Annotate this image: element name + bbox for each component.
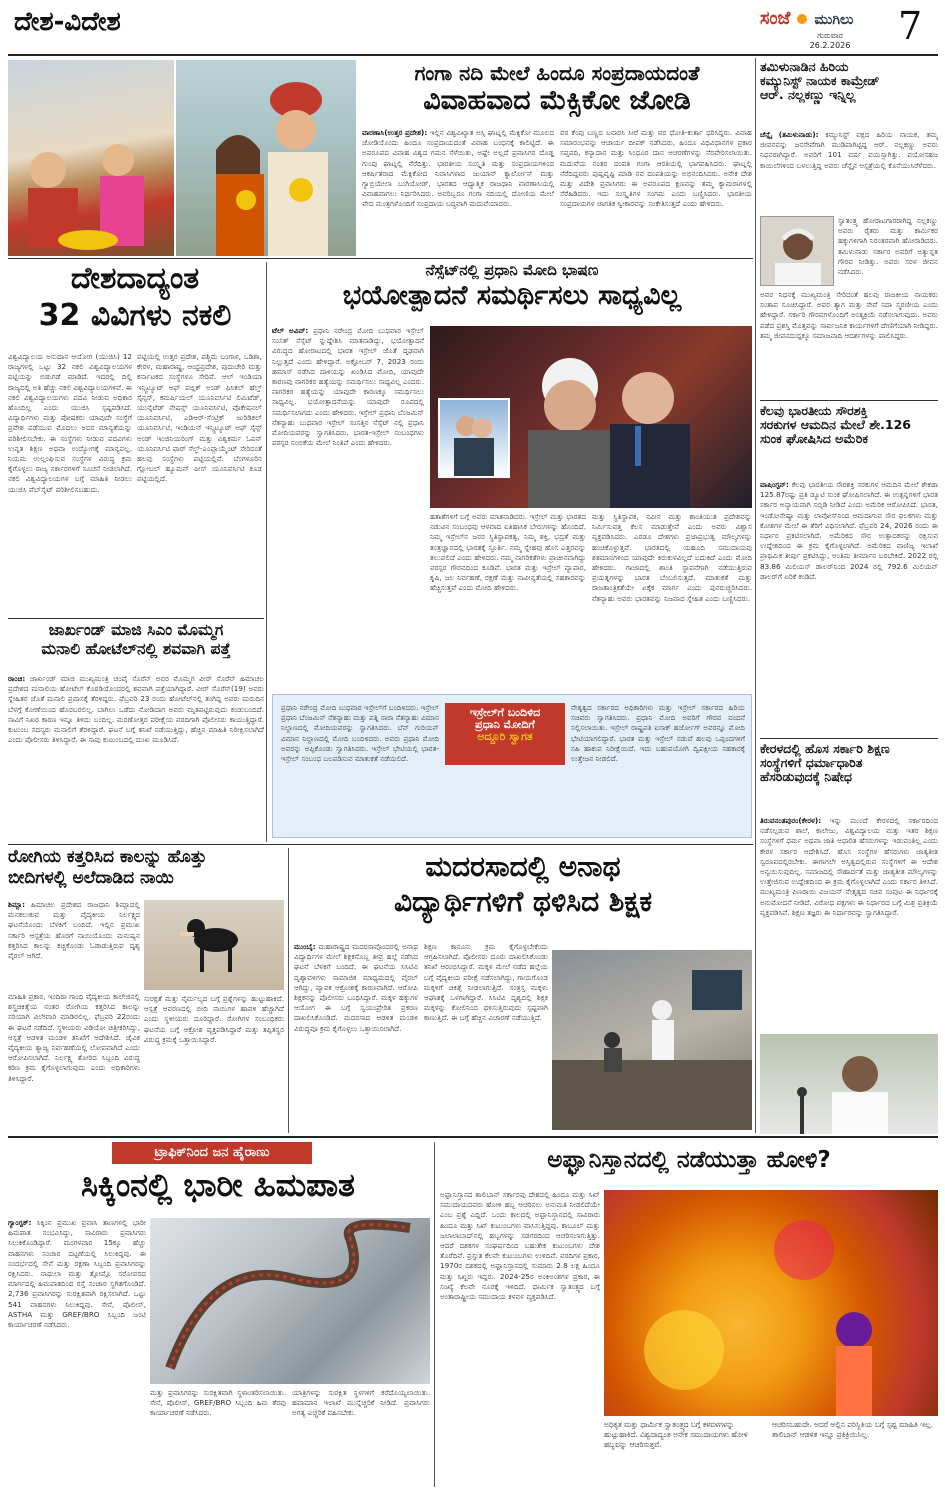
- story11-text: ಅಫ್ಘಾನಿಸ್ತಾನದ ತಾಲಿಬಾನ್ ಸರ್ಕಾರವು ದೇಶದಲ್ಲಿ ಹಿಂದೂ ಮತ್ತು ಸಿಖ್ ಸಮುದಾಯದವರು ಹೋಳಿ ಹಬ್ಬ ಆಚರಿಸಲು ಅನುಮತಿ ನೀಡಲಿದೆಯೇ ಎಂಬ ಪ್ರಶ್ನೆ ಎದ್ದಿದೆ. ಒಂದು ಕಾಲದಲ್ಲಿ ಅಫ್ಘಾನಿಸ್ತಾನದಲ್ಲಿ ಸಾವಿರಾರು ಹಿಂದೂ ಮತ್ತು ಸಿಖ್ ಕುಟುಂಬಗಳು ವಾಸಿಸುತ್ತಿದ್ದವು. ಕಾಬೂಲ್ ಮತ್ತು ಜಲಾಲಾಬಾದ್‌ನಲ್ಲಿ ಹಬ್ಬಗಳನ್ನು ಸಡಗರದಿಂದ ಆಚರಿಸಲಾಗುತ್ತಿತ್ತು. ಆದರೆ ದಶಕಗಳ ಸಂಘರ್ಷದಿಂದ ಬಹುತೇಕ ಕುಟುಂಬಗಳು ದೇಶ ತೊರೆದಿವೆ. ಪ್ರಸ್ತುತ ಕೆಲವೇ ಕುಟುಂಬಗಳು ಉಳಿದಿವೆ. ವರದಿಗಳ ಪ್ರಕಾರ, 1970ರ ದಶಕದಲ್ಲಿ ಅಫ್ಘಾನಿಸ್ತಾನದಲ್ಲಿ ಸುಮಾರು 2.8 ಲಕ್ಷ ಹಿಂದೂ ಮತ್ತು ಸಿಖ್ಖರು ಇದ್ದರು. 2024-25ರ ಅಂಕಿಅಂಶಗಳ ಪ್ರಕಾರ, ಈ ಸಂಖ್ಯೆ ಕೆಲವೇ ನೂರಕ್ಕೆ ಇಳಿದಿದೆ. ಧಾರ್ಮಿಕ ಸ್ವಾತಂತ್ರ್ಯದ ಬಗ್ಗೆ ಅಂತಾರಾಷ್ಟ್ರೀಯ ಸಮುದಾಯ ಕಳವಳ ವ್ಯಕ್ತಪಡಿಸಿದೆ.: [440, 1190, 600, 1302]
- sikkim-snow-photo: [150, 1218, 430, 1384]
- modi-netanyahu-photo: [430, 326, 752, 508]
- story10-col3: ಯಾತ್ರಿಗಳನ್ನು ಸುರಕ್ಷಿತ ಸ್ಥಳಗಳಿಗೆ ಕರೆದೊಯ್ಯಲಾಯಿತು. ಹವಾಮಾನ ಇಲಾಖೆ ಮುನ್ನೆಚ್ಚರಿಕೆ ನೀಡಿದೆ. ಪ್ರವಾಸಿಗರು ಅಗತ್ಯ ಎಚ್ಚರಿಕೆ ವಹಿಸಬೇಕು.: [292, 1388, 430, 1418]
- story10-col1: ಗ್ಯಾಂಗ್ಟಕ್: ಸಿಕ್ಕಿಂನ ಪ್ರಮುಖ ಪ್ರವಾಸಿ ತಾಣಗಳಲ್ಲಿ ಭಾರೀ ಹಿಮಪಾತ ಸಂಭವಿಸಿದ್ದು, ಸಾವಿರಾರು ಪ್ರವಾಸಿಗರು ಸಿಲುಕಿಕೊಂಡಿದ್ದಾರೆ. ಮಂಗಳವಾರ 15ಕ್ಕೂ ಹೆಚ್ಚು ವಾಹನಗಳು ಸಂಚಾರ ದಟ್ಟಣೆಯಲ್ಲಿ ಸಿಲುಕಿದ್ದವು. ಈ ಸಂದರ್ಭದಲ್ಲಿ ಸೇನೆ ಮತ್ತು ರಕ್ಷಣಾ ಸಿಬ್ಬಂದಿ ಪ್ರವಾಸಿಗರನ್ನು ರಕ್ಷಿಸಿದರು. ನಾಥುಲಾ ಮತ್ತು ತ್ಸೋಮ್ಗೊ ಸರೋವರದ ಮಾರ್ಗದಲ್ಲಿ ಹಿಮಪಾತದಿಂದ ರಸ್ತೆ ಸಂಚಾರ ಸ್ಥಗಿತಗೊಂಡಿದೆ. 2,736 ಪ್ರವಾಸಿಗರನ್ನು ಸುರಕ್ಷಿತವಾಗಿ ರಕ್ಷಿಸಲಾಗಿದೆ. ಒಟ್ಟು 541 ವಾಹನಗಳು ಸಿಲುಕಿದ್ದವು. ಸೇನೆ, ಪೊಲೀಸ್, ASTHA ಮತ್ತು GREF/BRO ಸಿಬ್ಬಂದಿ ಜಂಟಿ ಕಾರ್ಯಾಚರಣೆ ನಡೆಸಿದರು.: [8, 1218, 146, 1330]
- story10-headline: ಸಿಕ್ಕಿಂನಲ್ಲಿ ಭಾರೀ ಹಿಮಪಾತ: [81, 1168, 355, 1204]
- story7-headline: ತಮಿಳುನಾಡಿನ ಹಿರಿಯ ಕಮ್ಯುನಿಸ್ಟ್ ನಾಯಕ ಕಾಮ್ರೇಡ್ ಆರ್. ನಲ್ಲಕಣ್ಣು ಇನ್ನಿಲ್ಲ: [760, 60, 880, 102]
- story5-text-right: ಸುರಕ್ಷತೆ ಮತ್ತು ನೈರ್ಮಲ್ಯದ ಬಗ್ಗೆ ಪ್ರಶ್ನೆಗಳನ್ನು ಹುಟ್ಟುಹಾಕಿದೆ. ಆಸ್ಪತ್ರೆ ಆವರಣದಲ್ಲಿ ಬೀದಿ ನಾಯಿಗಳ ಹಾವಳಿ ಹೆಚ್ಚಾಗಿದೆ ಎಂದು ಸ್ಥಳೀಯರು ದೂರಿದ್ದಾರೆ. ರೋಗಿಗಳ ಸಂಬಂಧಿಕರು ಘಟನೆಯ ಬಗ್ಗೆ ಆಕ್ರೋಶ ವ್ಯಕ್ತಪಡಿಸಿದ್ದಾರೆ ಮತ್ತು ತಪ್ಪಿತಸ್ಥರ ವಿರುದ್ಧ ಕ್ರಮಕ್ಕೆ ಒತ್ತಾಯಿಸಿದ್ದಾರೆ.: [144, 994, 284, 1044]
- story8-text: ವಾಷಿಂಗ್ಟನ್: ಕೆಲವು ಭಾರತೀಯ ಸೌರಶಕ್ತಿ ಸರಕುಗಳ ಆಮದಿನ ಮೇಲೆ ಶೇಕಡಾ 125.87ರಷ್ಟು ಪ್ರತಿ ಡ್ಯೂಟಿ ಸುಂಕ ಘೋಷಿಸಲಾಗಿದೆ. ಈ ಉತ್ಪನ್ನಗಳಿಗೆ ಭಾರತ ಸರ್ಕಾರ ಅನ್ಯಾಯವಾಗಿ ಸಬ್ಸಿಡಿ ನೀಡಿದೆ ಎಂದು ಅಮೆರಿಕ ಆರೋಪಿಸಿದೆ. ಭಾರತ, ಇಂಡೋನೇಷ್ಯಾ ಮತ್ತು ಲಾವೋಸ್‌ನಿಂದ ಆಮದಾಗುವ ಸೌರ ಫಲಕಗಳು ಮತ್ತು ಕೋಶಗಳ ಮೇಲೆ ಈ ತೆರಿಗೆ ವಿಧಿಸಲಾಗಿದೆ. ಫೆಬ್ರವರಿ 24, 2026 ರಂದು ಈ ನಿರ್ಧಾರ ಪ್ರಕಟಿಸಲಾಗಿದೆ. ಅಮೆರಿಕದ ಸೌರ ಉತ್ಪಾದಕರನ್ನು ರಕ್ಷಿಸುವ ಉದ್ದೇಶದಿಂದ ಈ ಕ್ರಮ ಕೈಗೊಳ್ಳಲಾಗಿದೆ. ಅಮೆರಿಕದ ವಾಣಿಜ್ಯ ಇಲಾಖೆ ಪ್ರಾಥಮಿಕ ತೀರ್ಪು ಪ್ರಕಟಿಸಿದ್ದು, ಅಂತಿಮ ತೀರ್ಮಾನ ಬರಬೇಕಿದೆ. 2022 ರಲ್ಲಿ 83.86 ಮಿಲಿಯನ್ ಡಾಲರ್‌ನಿಂದ 2024 ರಲ್ಲಿ 792.6 ಮಿಲಿಯನ್ ಡಾಲರ್‌ಗೆ ಏರಿಕೆ ಕಂಡಿದೆ.: [760, 480, 938, 581]
- inset-hug-photo: [438, 398, 510, 478]
- story1-headline: ಗಂಗಾ ನದಿ ಮೇಲೆ ಹಿಂದೂ ಸಂಪ್ರದಾಯದಂತೆ ವಿವಾಹವಾದ ಮೆಕ್ಸಿಕೋ ಜೋಡಿ: [414, 61, 700, 116]
- story8-headline: ಕೆಲವು ಭಾರತೀಯ ಸೌರಶಕ್ತಿ ಸರಕುಗಳ ಆಮದಿನ ಮೇಲೆ ಶೇ.126 ಸುಂಕ ಘೋಷಿಸಿದ ಅಮೆರಿಕ: [760, 404, 911, 446]
- wedding-photo-couple: [176, 60, 356, 256]
- story6-headline: ಮದರಸಾದಲ್ಲಿ ಅನಾಥ ವಿದ್ಯಾರ್ಥಿಗಳಿಗೆ ಥಳಿಸಿದ ಶಿಕ್ಷಕ: [393, 852, 653, 918]
- story1-col2: ವರ ಕೆಂಪು ಬಣ್ಣದ ಬನಾರಸಿ ಸೀರೆ ಮತ್ತು ವರ ಧೋತಿ-ಕುರ್ತಾ ಧರಿಸಿದ್ದರು. ವಿವಾಹ ಸಮಾರಂಭವನ್ನು ಆಚಾರ್ಯ ದೀಪಕ್ ನಡೆಸಿದರು, ಹಿಂದೂ ವಿಧಿವಿಧಾನಗಳ ಪ್ರಕಾರ ಸಪ್ತಪದಿ, ಕನ್ಯಾದಾನ ಮತ್ತು ಸಿಂಧೂರ ದಾನ ಆಚರಣೆಗಳನ್ನು ನೆರವೇರಿಸಲಾಯಿತು. ಮದುವೆಯ ನಂತರ ದಂಪತಿ ಗಂಗಾ ಆರತಿಯಲ್ಲಿ ಭಾಗವಹಿಸಿದರು. ಘಾಟ್ನಲ್ಲಿ ನೆರೆದಿದ್ದವರು ಪುಷ್ಪವೃಷ್ಟಿ ಮಾಡಿ ನವ ದಂಪತಿಯನ್ನು ಅಭಿನಂದಿಸಿದರು. ಅನೇಕ ದೇಶ ಮತ್ತು ವಿದೇಶಿ ಪ್ರವಾಸಿಗರು ಈ ಅಪರೂಪದ ಕ್ಷಣವನ್ನು ತಮ್ಮ ಕ್ಯಾಮರಾಗಳಲ್ಲಿ ಸೆರೆಹಿಡಿದರು. ಇದು ಸಂಸ್ಕೃತಿಗಳ ಸಂಗಮ ಎಂದು ಬಣ್ಣಿಸಿದರು. ಭಾರತೀಯ ಸಂಪ್ರದಾಯಗಳ ಜಾಗತಿಕ ಸ್ವೀಕಾರವನ್ನು ಸಂಕೇತಿಸುತ್ತದೆ ಎಂದು ಹೇಳಿದರು.: [560, 128, 752, 209]
- holi-colors-icon: [604, 1190, 938, 1416]
- story5-text-top: ಶಿಮ್ಲಾ: ಹಿಮಾಚಲ ಪ್ರದೇಶದ ರಾಜಧಾನಿ ಶಿಮ್ಲಾದಲ್ಲಿ ಮನಕಲುಕುವ ಮತ್ತು ವೈದ್ಯಕೀಯ ನಿರ್ಲಕ್ಷ್ಯದ ಘಟನೆಯೊಂದು ಬೆಳಕಿಗೆ ಬಂದಿದೆ. ಇಲ್ಲಿನ ಪ್ರಮುಖ ಸರ್ಕಾರಿ ಆಸ್ಪತ್ರೆಯ ಹೊರಗೆ ನಾಯಿಯೊಂದು ಮನುಷ್ಯನ ಕತ್ತರಿಸಿದ ಕಾಲನ್ನು ಕಚ್ಚಿಕೊಂಡು ಓಡಾಡುತ್ತಿರುವ ದೃಶ್ಯ ವೈರಲ್ ಆಗಿದೆ.: [8, 900, 140, 961]
- person-portrait-icon: [761, 217, 834, 286]
- story11-caption: ಅಧಿಕೃತ ಮತ್ತು ಧಾರ್ಮಿಕ ಸ್ವಾತಂತ್ರ್ಯದ ಬಗ್ಗೆ ಕಳವಳಗಳನ್ನು ಹುಟ್ಟುಹಾಕಿದೆ. ವಿಶ್ವದಾದ್ಯಂತ ಅನೇಕ ಸಮುದಾಯಗಳು ಹೋಳಿ ಹಬ್ಬವನ್ನು ಆಚರಿಸುತ್ತವೆ.: [604, 1420, 748, 1449]
- story9-text: ತಿರುವನಂತಪುರಂ(ಕೇರಳ): ಇನ್ನು ಮುಂದೆ ಕೇರಳದಲ್ಲಿ ಸರ್ಕಾರದಿಂದ ನಡೆಸಲ್ಪಡುವ ಶಾಲೆ, ಕಾಲೇಜು, ವಿಶ್ವವಿದ್ಯಾಲಯ ಮತ್ತು ಇತರ ಶಿಕ್ಷಣ ಸಂಸ್ಥೆಗಳಿಗೆ ಧರ್ಮ ಅಥವಾ ಜಾತಿ ಆಧಾರಿತ ಹೆಸರುಗಳನ್ನು ಇಡುವಂತಿಲ್ಲ ಎಂದು ಕೇರಳ ಸರ್ಕಾರ ಆದೇಶಿಸಿದೆ. ಹೊಸ ಸಂಸ್ಥೆಗಳ ಹೆಸರುಗಳು ಜಾತ್ಯತೀತ ಸ್ವರೂಪದಲ್ಲಿರಬೇಕು. ಈಗಾಗಲೇ ಅಸ್ತಿತ್ವದಲ್ಲಿರುವ ಸಂಸ್ಥೆಗಳಿಗೆ ಈ ಆದೇಶ ಅನ್ವಯಿಸುವುದಿಲ್ಲ. ಸಮಾಜದಲ್ಲಿ ಸೌಹಾರ್ದತೆ ಮತ್ತು ಜಾತ್ಯತೀತ ಮೌಲ್ಯಗಳನ್ನು ಉತ್ತೇಜಿಸುವ ಉದ್ದೇಶದಿಂದ ಈ ಕ್ರಮ ಕೈಗೊಳ್ಳಲಾಗಿದೆ ಎಂದು ಸರ್ಕಾರ ತಿಳಿಸಿದೆ. ಮುಖ್ಯಮಂತ್ರಿ ಪಿಣರಾಯಿ ವಿಜಯನ್ ನೇತೃತ್ವದ ಸಚಿವ ಸಂಪುಟ ಈ ನಿರ್ಧಾರಕ್ಕೆ ಅನುಮೋದನೆ ನೀಡಿದೆ. ವಿರೋಧ ಪಕ್ಷಗಳು ಈ ನಿರ್ಧಾರದ ಬಗ್ಗೆ ಮಿಶ್ರ ಪ್ರತಿಕ್ರಿಯೆ ವ್ಯಕ್ತಪಡಿಸಿವೆ. ಶಿಕ್ಷಣ ತಜ್ಞರು ಈ ನಿರ್ಧಾರವನ್ನು ಸ್ವಾಗತಿಸಿದ್ದಾರೆ.: [760, 816, 938, 917]
- couple-portrait-icon: [176, 60, 356, 256]
- story5-headline: ರೋಗಿಯ ಕತ್ತರಿಸಿದ ಕಾಲನ್ನು ಹೊತ್ತು ಬೀದಿಗಳಲ್ಲಿ ಅಲೆದಾಡಿದ ನಾಯಿ: [8, 848, 207, 888]
- madrasa-cctv-photo: [552, 950, 752, 1130]
- wedding-photo-left: [8, 60, 174, 256]
- story10-kicker: ಟ್ರಾಫಿಕ್‌ನಿಂದ ಜನ ಹೈರಾಣು: [112, 1142, 312, 1164]
- story2-headline: ದೇಶದಾದ್ಯಂತ 32 ವಿವಿಗಳು ನಕಲಿ: [38, 262, 232, 333]
- page-number: 7: [898, 4, 923, 48]
- welcome-right: ನೇತೃತ್ವದ ಸರ್ಕಾರದ ಅಧಿಕಾರಿಗಳು ಮತ್ತು ಇಸ್ರೇಲ್ ಸರ್ಕಾರದ ಹಿರಿಯ ಸಚಿವರು ಸ್ವಾಗತಿಸಿದರು. ಪ್ರಧಾನಿ ಮೋದಿ ಅವರಿಗೆ ಗೌರವ ವಂದನೆ ಸಲ್ಲಿಸಲಾಯಿತು. ಇಸ್ರೇಲ್ ರಾಷ್ಟ್ರಪತಿ ಐಸಾಕ್ ಹರ್ಜೋಗ್ ಅವರನ್ನೂ ಮೋದಿ ಭೇಟಿಯಾಗಲಿದ್ದಾರೆ. ಭಾರತ ಮತ್ತು ಇಸ್ರೇಲ್ ನಡುವೆ ಹಲವು ಒಪ್ಪಂದಗಳಿಗೆ ಸಹಿ ಹಾಕುವ ನಿರೀಕ್ಷೆಯಿದೆ. ಇದು ಬಹುಪಯೋಗಿ ದ್ವಿಪಕ್ಷೀಯ ಸಹಕಾರಕ್ಕೆ ಉತ್ತೇಜನ ನೀಡಲಿದೆ.: [571, 703, 745, 764]
- story7-text-top: ಚೆನ್ನೈ (ತಮಿಳುನಾಡು): ಕಮ್ಯುನಿಸ್ಟ್ ಪಕ್ಷದ ಹಿರಿಯ ನಾಯಕ, ತಮ್ಮ ಜೀವನವನ್ನು ಜನಸೇವೆಗಾಗಿ ಮುಡಿಪಾಗಿಟ್ಟಿದ್ದ ಆರ್. ನಲ್ಲಕಣ್ಣು ಅವರು ನಿಧನರಾಗಿದ್ದಾರೆ. ಅವರಿಗೆ 101 ವರ್ಷ ವಯಸ್ಸಾಗಿತ್ತು. ವಯೋಸಹಜ ಕಾಯಿಲೆಗಳಿಂದ ಬಳಲುತ್ತಿದ್ದ ಅವರು ಚೆನ್ನೈನ ಆಸ್ಪತ್ರೆಯಲ್ಲಿ ಕೊನೆಯುಸಿರೆಳೆದರು.: [760, 130, 938, 170]
- story7-text-mid: ಸ್ವಾತಂತ್ರ್ಯ ಹೋರಾಟಗಾರರಾಗಿದ್ದ ನಲ್ಲಕಣ್ಣು ಅವರು ರೈತರು ಮತ್ತು ಕಾರ್ಮಿಕರ ಹಕ್ಕುಗಳಿಗಾಗಿ ನಿರಂತರವಾಗಿ ಹೋರಾಡಿದರು. ತಮಿಳುನಾಡು ಸರ್ಕಾರ ಅವರಿಗೆ ಅತ್ಯುನ್ನತ ಗೌರವ ನೀಡಿತ್ತು. ಅವರು ಸರಳ ಜೀವನ ನಡೆಸಿದರು.: [838, 216, 938, 277]
- story3-headline: ನೆಸ್ಸೆಟ್‌ನಲ್ಲಿ ಪ್ರಧಾನಿ ಮೋದಿ ಭಾಷಣ ಭಯೋತ್ಪಾದನೆ ಸಮರ್ಥಿಸಲು ಸಾಧ್ಯವಿಲ್ಲ: [342, 262, 682, 311]
- story6-col2: ಶಿಕ್ಷಣ ಕಾನೂನು ಕ್ರಮ ಕೈಗೊಳ್ಳಬೇಕೆಂದು ಆಗ್ರಹಿಸಲಾಗಿದೆ. ಪೊಲೀಸರು ದೂರು ದಾಖಲಿಸಿಕೊಂಡು ತನಿಖೆ ಆರಂಭಿಸಿದ್ದಾರೆ. ಮಕ್ಕಳ ಮೇಲೆ ನಡೆದ ಹಲ್ಲೆಯ ಬಗ್ಗೆ ವೈದ್ಯಕೀಯ ಪರೀಕ್ಷೆ ನಡೆಸಲಾಗಿದ್ದು, ಗಾಯಗೊಂಡ ಮಕ್ಕಳಿಗೆ ಚಿಕಿತ್ಸೆ ನೀಡಲಾಗುತ್ತಿದೆ. ಸಂತ್ರಸ್ತ ಮಕ್ಕಳು ಆಘಾತಕ್ಕೆ ಒಳಗಾಗಿದ್ದಾರೆ. ಸಿಸಿಟಿವಿ ದೃಶ್ಯದಲ್ಲಿ ಶಿಕ್ಷಕ ಮಕ್ಕಳನ್ನು ಕೋಲಿನಿಂದ ಥಳಿಸುತ್ತಿರುವುದು ಸ್ಪಷ್ಟವಾಗಿ ಕಾಣುತ್ತಿದೆ. ಈ ಬಗ್ಗೆ ಹೆಚ್ಚಿನ ವಿಚಾರಣೆ ನಡೆಯುತ್ತಿದೆ.: [424, 942, 548, 1023]
- story9-headline: ಕೇರಳದಲ್ಲಿ ಹೊಸ ಸರ್ಕಾರಿ ಶಿಕ್ಷಣ ಸಂಸ್ಥೆಗಳಿಗೆ ಧರ್ಮಾಧಾರಿತ ಹೆಸರಿಡುವುದಕ್ಕೆ ನಿಷೇಧ: [760, 742, 890, 784]
- story5-text-bottom: ಮಾಹಿತಿ ಪ್ರಕಾರ, ಇಂದಿರಾ ಗಾಂಧಿ ವೈದ್ಯಕೀಯ ಕಾಲೇಜಿನಲ್ಲಿ ಶಸ್ತ್ರಚಿಕಿತ್ಸೆಯ ನಂತರ ರೋಗಿಯ ಕತ್ತರಿಸಿದ ಕಾಲನ್ನು ಸರಿಯಾಗಿ ವಿಲೇವಾರಿ ಮಾಡಿರಲಿಲ್ಲ. ಫೆಬ್ರವರಿ 22ರಂದು ಈ ಘಟನೆ ನಡೆದಿದೆ. ಸ್ಥಳೀಯರು ವಿಡಿಯೋ ಚಿತ್ರೀಕರಿಸಿದ್ದು, ಆಸ್ಪತ್ರೆ ಆಡಳಿತ ಮಂಡಳಿ ತನಿಖೆಗೆ ಆದೇಶಿಸಿದೆ. ಜೈವಿಕ ವೈದ್ಯಕೀಯ ತ್ಯಾಜ್ಯ ನಿರ್ವಹಣೆಯಲ್ಲಿ ಲೋಪವಾಗಿದೆ ಎಂದು ಆರೋಪಿಸಲಾಗಿದೆ. ನಿರ್ಲಕ್ಷ್ಯ ತೋರಿದ ಸಿಬ್ಬಂದಿ ವಿರುದ್ಧ ಕಠಿಣ ಕ್ರಮ ಕೈಗೊಳ್ಳಲಾಗುವುದು ಎಂದು ಅಧಿಕಾರಿಗಳು ತಿಳಿಸಿದ್ದಾರೆ.: [8, 992, 140, 1083]
- snow-road-icon: [150, 1218, 430, 1384]
- story2-col1: ವಿಶ್ವವಿದ್ಯಾಲಯ ಅನುದಾನ ಆಯೋಗ (ಯುಜಿಸಿ) 12 ರಾಜ್ಯಗಳಲ್ಲಿ ಒಟ್ಟು 32 ನಕಲಿ ವಿಶ್ವವಿದ್ಯಾಲಯಗಳ ಪಟ್ಟಿಯನ್ನು ಬಿಡುಗಡೆ ಮಾಡಿದೆ. ಇದರಲ್ಲಿ ದಿಲ್ಲಿ ರಾಜ್ಯದಲ್ಲಿ ಅತಿ ಹೆಚ್ಚು ನಕಲಿ ವಿಶ್ವವಿದ್ಯಾಲಯಗಳಿವೆ. ಈ ನಕಲಿ ವಿಶ್ವವಿದ್ಯಾಲಯಗಳು ಪದವಿ ನೀಡುವ ಅಧಿಕಾರ ಹೊಂದಿಲ್ಲ ಎಂದು ಯುಜಿಸಿ ಸ್ಪಷ್ಟಪಡಿಸಿದೆ. ವಿದ್ಯಾರ್ಥಿಗಳು ಮತ್ತು ಪೋಷಕರು ಯಾವುದೇ ಸಂಸ್ಥೆಗೆ ಪ್ರವೇಶ ಪಡೆಯುವ ಮೊದಲು ಅದರ ಮಾನ್ಯತೆಯನ್ನು ಪರಿಶೀಲಿಸಬೇಕು. ಈ ಸಂಸ್ಥೆಗಳು ನೀಡುವ ಪದವಿಗಳು ಉನ್ನತ ಶಿಕ್ಷಣ ಅಥವಾ ಉದ್ಯೋಗಕ್ಕೆ ಮಾನ್ಯವಲ್ಲ. ನಿಯಮ ಉಲ್ಲಂಘಿಸುವ ಸಂಸ್ಥೆಗಳ ವಿರುದ್ಧ ಕ್ರಮ ಕೈಗೊಳ್ಳಲು ರಾಜ್ಯ ಸರ್ಕಾರಗಳಿಗೆ ಸೂಚನೆ ನೀಡಲಾಗಿದೆ. ನಕಲಿ ವಿಶ್ವವಿದ್ಯಾಲಯಗಳ ಬಗ್ಗೆ ಮಾಹಿತಿ ನೀಡಲು ಯುಜಿಸಿ ವೆಬ್‌ಸೈಟ್ ಪರಿಶೀಲಿಸಬಹುದು.: [8, 352, 132, 494]
- masthead-logo: ಸಂಜೆ ಮುಗಿಲು ಗುರುವಾರ 26.2.2026: [760, 8, 854, 50]
- ritual-scene-icon: [8, 60, 174, 256]
- story4-headline: ಜಾರ್ಖಂಡ್ ಮಾಜಿ ಸಿಎಂ ಮೊಮ್ಮಗ ಮನಾಲಿ ಹೋಟೆಲ್‌ನಲ್ಲಿ ಶವವಾಗಿ ಪತ್ತೆ: [41, 622, 231, 659]
- story10-col2: ಮತ್ತು ಪ್ರವಾಸಿಗರನ್ನು ಸುರಕ್ಷಿತವಾಗಿ ಸ್ಥಳಾಂತರಿಸಲಾಯಿತು. ಸೇನೆ, ಪೊಲೀಸ್, GREF/BRO ಸಿಬ್ಬಂದಿ ಹಿಮ ತೆರವು ಕಾರ್ಯಾಚರಣೆ ನಡೆಸಿದರು.: [150, 1388, 286, 1418]
- section-label: ದೇಶ-ವಿದೇಶ: [14, 8, 121, 37]
- hug-icon: [440, 400, 508, 476]
- welcome-box: [272, 694, 752, 838]
- story11-headline: ಅಫ್ಘಾನಿಸ್ತಾನದಲ್ಲಿ ನಡೆಯುತ್ತಾ ಹೋಳಿ?: [547, 1148, 831, 1173]
- story3-col2: ಹತಾಶೆಗಳಿಗೆ ಬಗ್ಗೆ ಅವರು ಮಾತನಾಡಿದರು. ಇಸ್ರೇಲ್ ಮತ್ತು ಭಾರತದ ನಡುವಿನ ಸಂಬಂಧವು ಆಳವಾದ ಐತಿಹಾಸಿಕ ಬೇರುಗಳನ್ನು ಹೊಂದಿದೆ. ನಿಮ್ಮ ಇಸ್ರೇಲ್‌ನ ಜನರ ಸ್ಥಿತಿಸ್ಥಾಪಕತ್ವ, ನಿಮ್ಮ ಶಕ್ತಿ, ಭದ್ರತೆ ಮತ್ತು ತಂತ್ರಜ್ಞಾನದಲ್ಲಿ ಭಾರತಕ್ಕೆ ಸ್ಫೂರ್ತಿ. ನಮ್ಮ ಸ್ನೇಹವು ಹೊಸ ಎತ್ತರವನ್ನು ತಲುಪಲಿದೆ ಎಂದು ಹೇಳಿದರು. ನಮ್ಮ ನಾಗರಿಕತೆಗಳು ಪ್ರಾಚೀನವಾಗಿದ್ದು ಪರಸ್ಪರ ಗೌರವದಿಂದ ಕೂಡಿವೆ. ಭಾರತ ಮತ್ತು ಇಸ್ರೇಲ್ ವ್ಯಾಪಾರ, ಕೃಷಿ, ಜಲ ನಿರ್ವಹಣೆ, ರಕ್ಷಣೆ ಮತ್ತು ನಾವೀನ್ಯತೆಯಲ್ಲಿ ಸಹಕಾರವನ್ನು ಹೆಚ್ಚಿಸುತ್ತವೆ ಎಂದು ಮೋದಿ ಹೇಳಿದರು.: [430, 512, 586, 593]
- story3-col3: ಮತ್ತು ಸ್ಥಿತಿಸ್ಥಾಪಕ, ನವೀನ ಮತ್ತು ಶಾಂತಿಯುತ ಪ್ರದೇಶವನ್ನು ನಿರ್ಮಿಸುವತ್ತ ಕೆಲಸ ಮಾಡುತ್ತೇವೆ ಎಂದು ಅವರು ವಿಶ್ವಾಸ ವ್ಯಕ್ತಪಡಿಸಿದರು. ಎರಡೂ ದೇಶಗಳು ಪ್ರಜಾಪ್ರಭುತ್ವ ಮೌಲ್ಯಗಳನ್ನು ಹಂಚಿಕೊಳ್ಳುತ್ತವೆ. ಭಾರತದಲ್ಲಿ ಯಹೂದಿ ಸಮುದಾಯವು ಶತಮಾನಗಳಿಂದ ಯಾವುದೇ ಕಿರುಕುಳವಿಲ್ಲದೆ ಬದುಕಿದೆ ಎಂದು ಮೋದಿ ಹೇಳಿದರು. ಗಾಜಾದಲ್ಲಿ ಶಾಂತಿ ಸ್ಥಾಪನೆಗಾಗಿ ನಡೆಯುತ್ತಿರುವ ಪ್ರಯತ್ನಗಳನ್ನು ಭಾರತ ಬೆಂಬಲಿಸುತ್ತದೆ. ಮಾತುಕತೆ ಮತ್ತು ರಾಜತಾಂತ್ರಿಕತೆಯೇ ಏಕೈಕ ಮಾರ್ಗ ಎಂದು ಪುನರುಚ್ಚರಿಸಿದರು. ನೆತನ್ಯಾಹು ಅವರು ಭಾರತವನ್ನು ನಿಜವಾದ ಸ್ನೇಹಿತ ಎಂದು ಬಣ್ಣಿಸಿದರು.: [592, 512, 752, 603]
- story6-col1: ಮುಂಬೈ: ಮಹಾರಾಷ್ಟ್ರದ ಮದರಸಾವೊಂದರಲ್ಲಿ ಅನಾಥ ವಿದ್ಯಾರ್ಥಿಗಳ ಮೇಲೆ ಶಿಕ್ಷಕನೊಬ್ಬ ತೀವ್ರ ಹಲ್ಲೆ ನಡೆಸಿದ ಘಟನೆ ಬೆಳಕಿಗೆ ಬಂದಿದೆ. ಈ ಘಟನೆಯ ಸಿಸಿಟಿವಿ ದೃಶ್ಯಾವಳಿಗಳು ಸಾಮಾಜಿಕ ಮಾಧ್ಯಮದಲ್ಲಿ ವೈರಲ್ ಆಗಿದ್ದು, ವ್ಯಾಪಕ ಆಕ್ರೋಶಕ್ಕೆ ಕಾರಣವಾಗಿದೆ. ಆರೋಪಿ ಶಿಕ್ಷಕನನ್ನು ಪೊಲೀಸರು ಬಂಧಿಸಿದ್ದಾರೆ. ಮಕ್ಕಳ ಹಕ್ಕುಗಳ ಆಯೋಗ ಈ ಬಗ್ಗೆ ಸ್ವಯಂಪ್ರೇರಿತ ಪ್ರಕರಣ ದಾಖಲಿಸಿಕೊಂಡಿದೆ. ಮದರಸಾದ ಆಡಳಿತ ಮಂಡಳಿ ವಿರುದ್ಧವೂ ಕ್ರಮ ಕೈಗೊಳ್ಳಲು ಒತ್ತಾಯಿಸಲಾಗಿದೆ.: [294, 942, 418, 1033]
- story2-col2: ಪಟ್ಟಿಯಲ್ಲಿ ಉತ್ತರ ಪ್ರದೇಶ, ಪಶ್ಚಿಮ ಬಂಗಾಳ, ಒಡಿಶಾ, ಕೇರಳ, ಮಹಾರಾಷ್ಟ್ರ, ಆಂಧ್ರಪ್ರದೇಶ, ಪುದುಚೇರಿ ಮತ್ತು ಕರ್ನಾಟಕದ ಸಂಸ್ಥೆಗಳೂ ಸೇರಿವೆ. ಆಲ್ ಇಂಡಿಯಾ ಇನ್ಸ್ಟಿಟ್ಯೂಟ್ ಆಫ್ ಪಬ್ಲಿಕ್ ಅಂಡ್ ಫಿಸಿಕಲ್ ಹೆಲ್ತ್ ಸೈನ್ಸಸ್, ಕಮರ್ಷಿಯಲ್ ಯೂನಿವರ್ಸಿಟಿ ಲಿಮಿಟೆಡ್, ಯುನೈಟೆಡ್ ನೇಷನ್ಸ್ ಯೂನಿವರ್ಸಿಟಿ, ವೊಕೇಷನಲ್ ಯೂನಿವರ್ಸಿಟಿ, ಎಡಿಆರ್-ಸೆಂಟ್ರಿಕ್ ಜುರಿಡಿಕಲ್ ಯೂನಿವರ್ಸಿಟಿ, ಇಂಡಿಯನ್ ಇನ್ಸ್ಟಿಟ್ಯೂಟ್ ಆಫ್ ಸೈನ್ಸ್ ಅಂಡ್ ಇಂಜಿನಿಯರಿಂಗ್ ಮತ್ತು ವಿಶ್ವಕರ್ಮ ಓಪನ್ ಯೂನಿವರ್ಸಿಟಿ ಫಾರ್ ಸೆಲ್ಫ್-ಎಂಪ್ಲಾಯ್ಮೆಂಟ್ ಸೇರಿದಂತೆ ಹಲವು ಸಂಸ್ಥೆಗಳು ಪಟ್ಟಿಯಲ್ಲಿವೆ. ಬೆಂಗಳೂರಿನ ಗ್ಲೋಬಲ್ ಹ್ಯೂಮನ್ ಪೀಸ್ ಯೂನಿವರ್ಸಿಟಿ ಕೂಡ ಪಟ್ಟಿಯಲ್ಲಿದೆ.: [137, 352, 262, 484]
- welcome-left: ಪ್ರಧಾನಿ ನರೇಂದ್ರ ಮೋದಿ ಬುಧವಾರ ಇಸ್ರೇಲ್‌ಗೆ ಬಂದಿಳಿದರು. ಇಸ್ರೇಲ್ ಪ್ರಧಾನಿ ಬೆಂಜಮಿನ್ ನೆತನ್ಯಾಹು ಮತ್ತು ಪತ್ನಿ ಸಾರಾ ನೆತನ್ಯಾಹು ವಿಮಾನ ನಿಲ್ದಾಣದಲ್ಲಿ ಮೋದಿಯವರನ್ನು ಸ್ವಾಗತಿಸಿದರು. ಬೆನ್ ಗುರಿಯನ್ ವಿಮಾನ ನಿಲ್ದಾಣದಲ್ಲಿ ಮೋದಿ ಬಂದಿಳಿದರು. ಅವರು ಪ್ರಧಾನಿ ಮೋದಿ ಅವರನ್ನು ಅಪ್ಪಿಕೊಂಡು ಸ್ವಾಗತಿಸಿದರು. ಇಸ್ರೇಲ್ ಭೇಟಿಯಲ್ಲಿ ಭಾರತ-ಇಸ್ರೇಲ್ ಸಂಬಂಧ ಬಲಪಡಿಸುವ ಮಾತುಕತೆ ನಡೆಯಲಿದೆ.: [281, 703, 439, 764]
- story1-col1: ವಾರಣಾಸಿ(ಉತ್ತರ ಪ್ರದೇಶ): ಇಲ್ಲಿನ ವಿಶ್ವವಿಖ್ಯಾತ ಅಸ್ಸಿ ಘಾಟ್ನಲ್ಲಿ ಮೆಕ್ಸಿಕೋ ಮೂಲದ ಜೋಡಿಯೊಂದು ಹಿಂದೂ ಸಂಪ್ರದಾಯದಂತೆ ವಿವಾಹ ಬಂಧನಕ್ಕೆ ಕಾಲಿಟ್ಟಿದೆ. ಈ ಅಪರೂಪದ ವಿವಾಹ ವಿಶ್ವದ ಗಮನ ಸೆಳೆಯಿತು, ಅಷ್ಟೇ ಅಲ್ಲದೆ ಪ್ರವಾಸಿಗರ ದೊಡ್ಡ ಗುಂಪು ಘಾಟ್ನಲ್ಲಿ ನೆರೆದಿತ್ತು. ಭಾರತೀಯ ಸಂಸ್ಕೃತಿ ಮತ್ತು ಸಂಪ್ರದಾಯಗಳಿಂದ ಆಕರ್ಷಿತರಾದ ಮೆಕ್ಸಿಕೋದ ನಿವಾಸಿಗಳಾದ ಜುಯಾನ್ ಕ್ಯಾರ್ಲೋಸ್ ಮತ್ತು ಗ್ಯಾಬ್ರಿಯೇಲಾ ಬುಗಿಯೋಡ್, ಭಾರತದ ಆಧ್ಯಾತ್ಮಿಕ ರಾಜಧಾನಿ ವಾರಣಾಸಿಯಲ್ಲಿ ವಿವಾಹವಾಗಲು ನಿರ್ಧರಿಸಿದರು. ಅವರಿಬ್ಬರೂ ಗಂಗಾ ನದಿಯಲ್ಲಿ ದೋಣಿಯ ಮೇಲೆ ವೇದ ಮಂತ್ರಗಳೊಂದಿಗೆ ಸಂಪ್ರದಾಯ ಬದ್ಧವಾಗಿ ಮದುವೆಯಾದರು.: [362, 128, 554, 209]
- classroom-cctv-icon: [552, 950, 752, 1130]
- story4-text: ರಾಂಚಿ: ಜಾರ್ಖಂಡ್ ಮಾಜಿ ಮುಖ್ಯಮಂತ್ರಿ ಚಂಪೈ ಸೊರೆನ್ ಅವರ ಮೊಮ್ಮಗ ವೀರ್ ಸೊರೆನ್ ಹಿಮಾಚಲ ಪ್ರದೇಶದ ಮನಾಲಿಯ ಹೋಟೆಲ್ ಕೊಠಡಿಯೊಂದರಲ್ಲಿ ಶವವಾಗಿ ಪತ್ತೆಯಾಗಿದ್ದಾರೆ. ವೀರ್ ಸೊರೆನ್(19) ಅವರು ಸ್ನೇಹಿತರ ಜೊತೆ ಮನಾಲಿ ಪ್ರವಾಸಕ್ಕೆ ತೆರಳಿದ್ದರು. ಫೆಬ್ರವರಿ 23 ರಂದು ಹೋಟೆಲ್‌ನಲ್ಲಿ ತಂಗಿದ್ದ ಅವರು ಮರುದಿನ ಬೆಳಗ್ಗೆ ಕೋಣೆಯಿಂದ ಹೊರಬರಲಿಲ್ಲ. ಬಾಗಿಲು ಒಡೆದು ನೋಡಿದಾಗ ಅವರು ಮೃತಪಟ್ಟಿರುವುದು ಕಂಡುಬಂದಿದೆ. ಸಾವಿಗೆ ನಿಖರ ಕಾರಣ ಇನ್ನೂ ತಿಳಿದು ಬಂದಿಲ್ಲ. ಮರಣೋತ್ತರ ಪರೀಕ್ಷೆಯ ವರದಿಗಾಗಿ ಪೊಲೀಸರು ಕಾಯುತ್ತಿದ್ದಾರೆ. ಕುಟುಂಬ ಸದಸ್ಯರು ಮನಾಲಿಗೆ ತೆರಳಿದ್ದಾರೆ. ಘಟನೆ ಬಗ್ಗೆ ತನಿಖೆ ನಡೆಯುತ್ತಿದ್ದು, ಹೆಚ್ಚಿನ ಮಾಹಿತಿ ನಿರೀಕ್ಷಿಸಲಾಗಿದೆ ಎಂದು ಪೊಲೀಸರು ತಿಳಿಸಿದ್ದಾರೆ. ಈ ಸಾವು ಕುಟುಂಬದಲ್ಲಿ ದುಃಖ ಮೂಡಿಸಿದೆ.: [8, 674, 264, 745]
- welcome-title-box: ಇಸ್ರೇಲ್‌ಗೆ ಬಂದಿಳಿದ ಪ್ರಧಾನಿ ಮೋದಿಗೆ ಅದ್ದೂರಿ ಸ್ವಾಗತ: [445, 703, 565, 765]
- nallakannu-portrait: [760, 216, 834, 286]
- holi-photo: [604, 1190, 938, 1416]
- story3-col1: ಟೆಲ್ ಅವಿವ್: ಪ್ರಧಾನಿ ನರೇಂದ್ರ ಮೋದಿ ಬುಧವಾರ ಇಸ್ರೇಲ್ ಸಂಸತ್ ನೆಸ್ಸೆಟ್ ನ್ನುದ್ದೇಶಿಸಿ ಮಾತನಾಡಿದ್ದು, ಭಯೋತ್ಪಾದನೆ ವಿರುದ್ಧದ ಹೋರಾಟದಲ್ಲಿ ಭಾರತ ಇಸ್ರೇಲ್ ಜೊತೆ ದೃಢವಾಗಿ ನಿಲ್ಲುತ್ತದೆ ಎಂದು ಹೇಳಿದ್ದಾರೆ. ಅಕ್ಟೋಬರ್ 7, 2023 ರಂದು ಹಮಾಸ್ ನಡೆಸಿದ ದಾಳಿಯನ್ನು ಖಂಡಿಸಿದ ಮೋದಿ, ಯಾವುದೇ ಕಾರಣವು ನಾಗರಿಕರ ಹತ್ಯೆಯನ್ನು ಸಮರ್ಥಿಸಲು ಸಾಧ್ಯವಿಲ್ಲ ಎಂದರು. ನಾಗರಿಕರ ಹತ್ಯೆಯನ್ನು ಯಾವುದೇ ಕಾರಣಕ್ಕೂ ಸಮರ್ಥಿಸಲು ಸಾಧ್ಯವಿಲ್ಲ. ಭಯೋತ್ಪಾದನೆಯನ್ನು ಯಾವುದೇ ರೂಪದಲ್ಲಿ ಸಮರ್ಥಿಸಲಾಗದು ಎಂದು ಹೇಳಿದರು. ಇಸ್ರೇಲ್ ಪ್ರಧಾನಿ ಬೆಂಜಮಿನ್ ನೆತನ್ಯಾಹು ಬುಧವಾರ ಇಸ್ರೇಲ್ ಸಂಸತ್ತಿನ ನೆಸ್ಸೆಟ್ ನಲ್ಲಿ ಪ್ರಧಾನಿ ಮೋದಿಯವರನ್ನು ಸ್ವಾಗತಿಸಿದರು. ಭಾರತ-ಇಸ್ರೇಲ್ ಸಂಬಂಧಗಳು ಪರಸ್ಪರ ನಂಬಿಕೆಯ ಮೇಲೆ ನಿಂತಿವೆ ಎಂದು ಹೇಳಿದರು.: [272, 326, 424, 448]
- story7-text-bottom: ಅವರ ನಿಧನಕ್ಕೆ ಮುಖ್ಯಮಂತ್ರಿ ಸೇರಿದಂತೆ ಹಲವು ರಾಜಕೀಯ ನಾಯಕರು ಸಂತಾಪ ಸೂಚಿಸಿದ್ದಾರೆ. ಅವರ ತ್ಯಾಗ ಮತ್ತು ಸೇವೆ ಸದಾ ಸ್ಮರಣೀಯ ಎಂದು ಹೇಳಿದ್ದಾರೆ. ಸರ್ಕಾರಿ ಗೌರವಗಳೊಂದಿಗೆ ಅಂತ್ಯಕ್ರಿಯೆ ನಡೆಸಲಾಗುವುದು. ಅವರು ಪಡೆದ ಪ್ರಶಸ್ತಿ ಮೊತ್ತವನ್ನು ಸಾರ್ವಜನಿಕ ಕಾರ್ಯಗಳಿಗೆ ದೇಣಿಗೆಯಾಗಿ ನೀಡಿದ್ದರು. ತಮ್ಮ ಜೀವನದುದ್ದಕ್ಕೂ ಸಮಾಜವಾದಿ ಆದರ್ಶಗಳನ್ನು ಪಾಲಿಸಿದ್ದರು.: [760, 290, 938, 340]
- kerala-cm-photo: [760, 1034, 938, 1134]
- dog-icon: [144, 900, 284, 990]
- speaker-at-mic-icon: [760, 1034, 938, 1134]
- dog-photo: [144, 900, 284, 990]
- story11-caption-right: ಆಚರಿಸಬಹುದೇ. ಅದರೆ ಅಲ್ಲಿನ ಪರಿಸ್ಥಿತಿಯ ಬಗ್ಗೆ ಸ್ಪಷ್ಟ ಮಾಹಿತಿ ಇಲ್ಲ. ತಾಲಿಬಾನ್ ಆಡಳಿತ ಇನ್ನೂ ಪ್ರತಿಕ್ರಿಯಿಸಿಲ್ಲ.: [772, 1420, 934, 1439]
- sun-icon: [797, 14, 807, 24]
